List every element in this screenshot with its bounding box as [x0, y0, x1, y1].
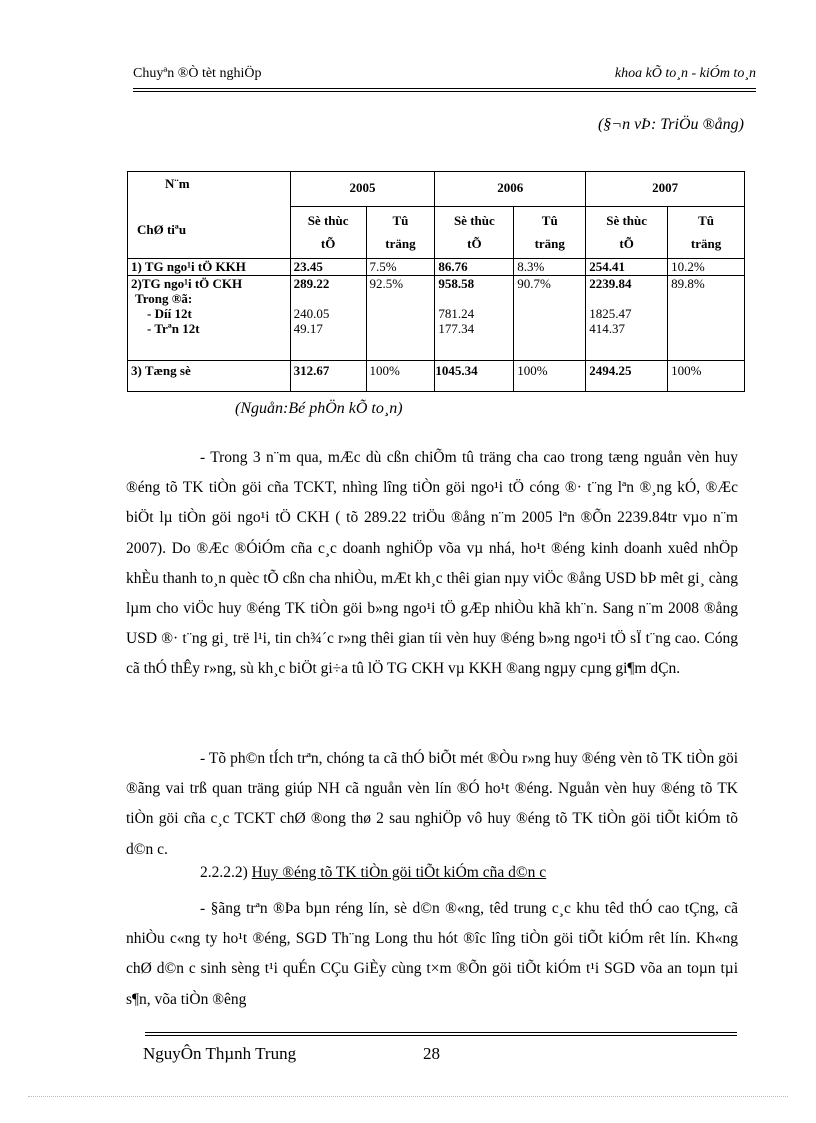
year-2007: 2007	[586, 172, 745, 207]
cell-value: 1045.34	[435, 361, 514, 392]
paragraph-2: - Tõ ph©n tÍch trªn, chóng ta cã thÓ biÕt mét ®Òu r»ng huy ®éng vèn tõ TK tiÒn göi ®ãng vai trß quan träng giúp NH cã nguån vèn lín ®Ó ho¹t ®éng. Nguån vèn huy ®éng tõ TK tiÒn göi cña c¸c TCKT chØ ®ong thø 2 sau nghiÖp vô huy ®éng tõ TK tiÒn göi tiÕt kiÓm tõ d©n c.	[126, 750, 738, 858]
header-left: Chuyªn ®Ò tèt nghiÖp	[133, 66, 262, 81]
year-2006: 2006	[435, 172, 586, 207]
cell-share: 8.3%	[514, 259, 586, 276]
table-row	[128, 361, 745, 392]
row-label: 2)TG ngo¹i tÖ CKH Trong ®ã: - Díí 12t - Trªn 12t	[128, 276, 291, 361]
footer-rule-2	[145, 1035, 737, 1036]
cell-share: 89.8%	[668, 276, 745, 361]
cell-share: 92.5%	[366, 276, 435, 361]
paragraph-3: - §ãng trªn ®Þa bµn réng lín, sè d©n ®«ng, têd trung c¸c khu têd thÓ cao tÇng, cã nhiÒu c«ng ty ho¹t ®éng, SGD Th¨ng Long thu hót ®îc lîng tiÒn göi tiÕt kiÓm rêt lín. Kh«ng chØ d©n c sinh sèng t¹i quÉn CÇu GiÈy cùng t×m ®Õn göi tiÕt kiÓm t¹i SGD võa an toµn tµi s¶n, võa tiÒn ®êng	[126, 900, 738, 1008]
cell-share: 100%	[668, 361, 745, 392]
year-2005: 2005	[290, 172, 435, 207]
cell-value: 2239.84 1825.47 414.37	[586, 276, 668, 361]
cell-value: 2494.25	[586, 361, 668, 392]
table-row	[128, 259, 745, 276]
paragraph-1: - Trong 3 n¨m qua, mÆc dù cßn chiÕm tû träng cha cao trong tæng nguån vèn huy ®éng tõ TK tiÒn göi cña TCKT, nhìng lîng tiÒn göi ngo¹i tÖ cóng ®· t¨ng lªn ®¸ng kÓ, ®Æc biÖt lµ tiÒn göi ngo¹i tÖ CKH ( tõ 289.22 triÖu ®ång n¨m 2005 lªn ®Õn 2239.84tr vµo n¨m 2007). Do ®Æc ®ÓiÓm cña c¸c doanh nghiÖp võa vµ nhá, ho¹t ®éng kinh doanh xuêd nhÖp khÈu thanh to¸n quèc tÕ cßn cha nhiÒu, mÆt kh¸c thêi gian nµy viÖc ®ång USD bÞ mêt gi¸ càng lµm cho viÖc huy ®éng TK tiÒn göi b»ng ngo¹i tÖ gÆp nhiÒu khã kh¨n. Sang n¨m 2008 ®ång USD ®· t¨ng gi¸ trë l¹i, tin ch¾´c r»ng thêi gian tíi vèn huy ®éng b»ng ngo¹i tÖ sÏ t¨ng cao. Cóng cã thÓ thÊy r»ng, sù kh¸c biÖt gi÷a tû lÖ TG CKH vµ KKH ®ang ngµy cµng gi¶m dÇn.	[126, 449, 738, 678]
cell-value: 958.58 781.24 177.34	[435, 276, 514, 361]
sub-actual: Sè thùc tÕ	[290, 207, 366, 259]
table-row	[128, 276, 745, 361]
cell-share: 100%	[366, 361, 435, 392]
table-source-note: (Nguån:Bé phÖn kÕ to¸n)	[235, 400, 403, 417]
footer-rule	[145, 1032, 737, 1033]
cell-value: 86.76	[435, 259, 514, 276]
deposit-table	[127, 171, 745, 392]
cell-value: 312.67	[290, 361, 366, 392]
page-edge-dotted-rule	[28, 1096, 788, 1097]
cell-share: 100%	[514, 361, 586, 392]
cell-share: 7.5%	[366, 259, 435, 276]
row-label: 3) Tæng sè	[128, 361, 291, 392]
sub-actual: Sè thùc tÕ	[435, 207, 514, 259]
unit-note: (§¬n vÞ: TriÖu ®ång)	[597, 116, 744, 133]
footer-author: NguyÔn Thµnh Trung	[143, 1044, 297, 1063]
page-number: 28	[423, 1044, 440, 1063]
header-corner-cell	[128, 172, 291, 259]
sub-share: Tû träng	[514, 207, 586, 259]
header-right: khoa kÕ to¸n - kiÓm to¸n	[614, 66, 756, 81]
sub-share: Tû träng	[668, 207, 745, 259]
table-header-row	[128, 172, 745, 207]
cell-share: 10.2%	[668, 259, 745, 276]
section-title: Huy ®éng tõ TK tiÒn göi tiÕt kiÓm cña d©n c	[251, 864, 547, 881]
header-rule	[133, 88, 756, 89]
section-heading	[200, 864, 546, 882]
header-year-label: N¨m	[165, 176, 190, 191]
cell-value: 254.41	[586, 259, 668, 276]
section-number: 2.2.2.2)	[200, 864, 248, 881]
cell-value: 289.22 240.05 49.17	[290, 276, 366, 361]
header-indicator-label: ChØ tiªu	[137, 222, 187, 237]
row-label: 1) TG ngo¹i tÖ KKH	[128, 259, 291, 276]
cell-share: 90.7%	[514, 276, 586, 361]
sub-actual: Sè thùc tÕ	[586, 207, 668, 259]
cell-value: 23.45	[290, 259, 366, 276]
sub-share: Tû träng	[366, 207, 435, 259]
header-rule-2	[133, 91, 756, 92]
